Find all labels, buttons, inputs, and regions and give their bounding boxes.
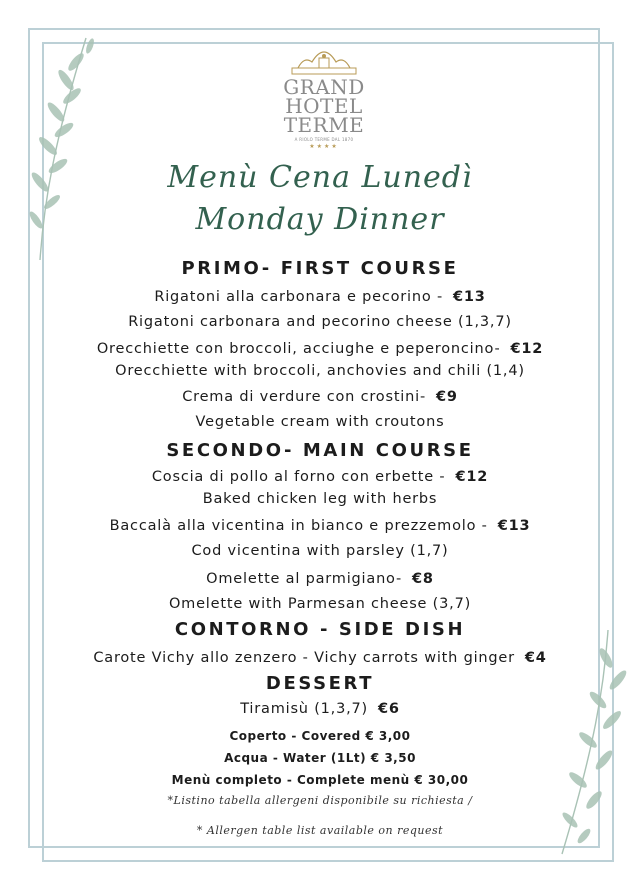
item-translation: Orecchiette with broccoli, anchovies and chili (1,4) bbox=[115, 363, 525, 379]
menu-title-english: Monday Dinner bbox=[195, 202, 445, 237]
item-translation: Omelette with Parmesan cheese (3,7) bbox=[168, 596, 472, 612]
item-price: €9 bbox=[436, 389, 458, 405]
menu-content bbox=[0, 256, 640, 845]
item-name: Tiramisù (1,3,7) bbox=[240, 701, 369, 717]
item-name: Baccalà alla vicentina in bianco e prezzemolo - bbox=[109, 518, 488, 534]
hotel-logo bbox=[272, 50, 376, 150]
item-price: €12 bbox=[455, 469, 489, 485]
item-name: Orecchiette con broccoli, acciughe e peperoncino- bbox=[96, 341, 501, 357]
menu-item bbox=[0, 646, 640, 671]
item-price: €8 bbox=[412, 571, 434, 587]
menu-item bbox=[0, 467, 640, 489]
allergen-note-english: * Allergen table list available on request bbox=[196, 824, 444, 837]
item-price: €6 bbox=[378, 701, 400, 717]
item-price: €12 bbox=[510, 341, 544, 357]
item-price: €4 bbox=[524, 650, 547, 666]
menu-item bbox=[0, 338, 640, 360]
section-heading-dessert: DESSERT bbox=[265, 673, 375, 694]
menu-title-italian: Menù Cena Lunedì bbox=[167, 160, 473, 195]
item-translation: Rigatoni carbonara and pecorino cheese (1,3,7) bbox=[128, 314, 512, 330]
section-heading-secondo: SECONDO- MAIN COURSE bbox=[166, 440, 474, 461]
fee-acqua: Acqua - Water (1Lt) € 3,50 bbox=[224, 751, 416, 765]
item-name: Carote Vichy allo zenzero - Vichy carrots with ginger bbox=[93, 650, 515, 666]
item-name: Omelette al parmigiano- bbox=[206, 571, 403, 587]
menu-item bbox=[0, 567, 640, 592]
menu-item bbox=[0, 697, 640, 722]
logo-stars: ★★★★ bbox=[309, 143, 339, 150]
allergen-note-italian: *Listino tabella allergeni disponibile su richiesta / bbox=[167, 794, 473, 807]
crest-icon bbox=[284, 50, 364, 78]
item-translation: Cod vicentina with parsley (1,7) bbox=[191, 543, 449, 559]
section-heading-contorno: CONTORNO - SIDE DISH bbox=[174, 619, 466, 640]
item-name: Crema di verdure con crostini- bbox=[182, 389, 426, 405]
item-translation: Vegetable cream with croutons bbox=[195, 414, 445, 430]
fee-coperto: Coperto - Covered € 3,00 bbox=[229, 729, 411, 743]
menu-item bbox=[0, 285, 640, 310]
item-price: €13 bbox=[497, 518, 531, 534]
item-price: €13 bbox=[452, 289, 486, 305]
fee-menu-completo: Menù completo - Complete menù € 30,00 bbox=[171, 773, 469, 787]
logo-line-grand: GRAND bbox=[283, 75, 365, 99]
menu-item bbox=[0, 385, 640, 410]
menu-item bbox=[0, 514, 640, 539]
logo-tagline: A RIOLO TERME DAL 1870 bbox=[294, 137, 354, 142]
item-name: Coscia di pollo al forno con erbette - bbox=[151, 469, 446, 485]
item-translation: Baked chicken leg with herbs bbox=[202, 491, 438, 507]
item-name: Rigatoni alla carbonara e pecorino - bbox=[154, 289, 443, 305]
logo-line-hotel: HOTEL bbox=[285, 94, 363, 118]
logo-line-terme: TERME bbox=[283, 113, 365, 137]
section-heading-primo: PRIMO- FIRST COURSE bbox=[181, 258, 459, 279]
